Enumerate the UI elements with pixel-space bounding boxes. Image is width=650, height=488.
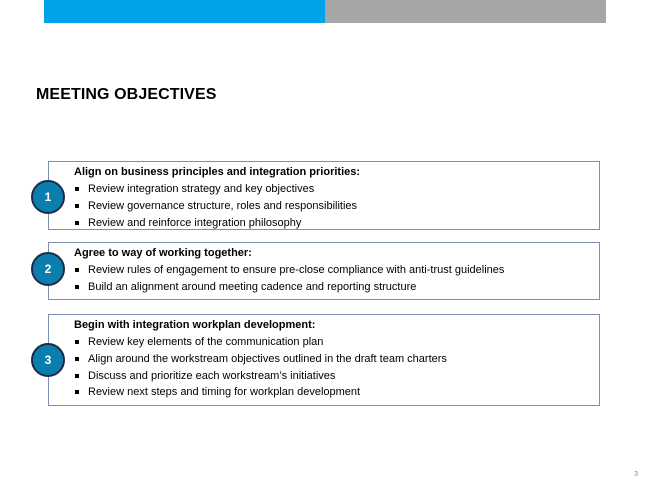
page-title: MEETING OBJECTIVES [36, 86, 217, 103]
list-item: Review integration strategy and key objectives [74, 181, 357, 198]
objective-heading: Align on business principles and integration priorities: [74, 166, 361, 178]
bullet-icon [75, 374, 79, 378]
step-badge-2: 2 [31, 252, 65, 286]
list-item: Align around the workstream objectives outlined in the draft team charters [74, 351, 447, 368]
list-item: Review governance structure, roles and responsibilities [74, 198, 357, 215]
list-item: Review and reinforce integration philosophy [74, 215, 357, 232]
list-item: Review key elements of the communication plan [74, 334, 447, 351]
list-item: Build an alignment around meeting cadence and reporting structure [74, 279, 504, 296]
objective-list [74, 181, 357, 231]
objective-list [74, 334, 447, 401]
objective-box-3 [48, 314, 600, 406]
bullet-icon [75, 285, 79, 289]
objective-box-2 [48, 242, 600, 300]
objective-box-1 [48, 161, 600, 230]
step-badge-1: 1 [31, 180, 65, 214]
objective-list [74, 262, 504, 296]
list-item: Review next steps and timing for workplan development [74, 384, 447, 401]
list-item: Discuss and prioritize each workstream’s initiatives [74, 368, 447, 385]
header-bar-gray [325, 0, 606, 23]
bullet-icon [75, 390, 79, 394]
bullet-icon [75, 340, 79, 344]
header-bar-blue [44, 0, 325, 23]
bullet-icon [75, 221, 79, 225]
bullet-icon [75, 268, 79, 272]
objective-heading: Begin with integration workplan development: [74, 319, 316, 331]
header-color-bar [44, 0, 606, 23]
objective-heading: Agree to way of working together: [74, 247, 252, 259]
list-item: Review rules of engagement to ensure pre-close compliance with anti-trust guidelines [74, 262, 504, 279]
bullet-icon [75, 357, 79, 361]
page-number: 3 [634, 471, 638, 478]
bullet-icon [75, 204, 79, 208]
bullet-icon [75, 187, 79, 191]
step-badge-3: 3 [31, 343, 65, 377]
